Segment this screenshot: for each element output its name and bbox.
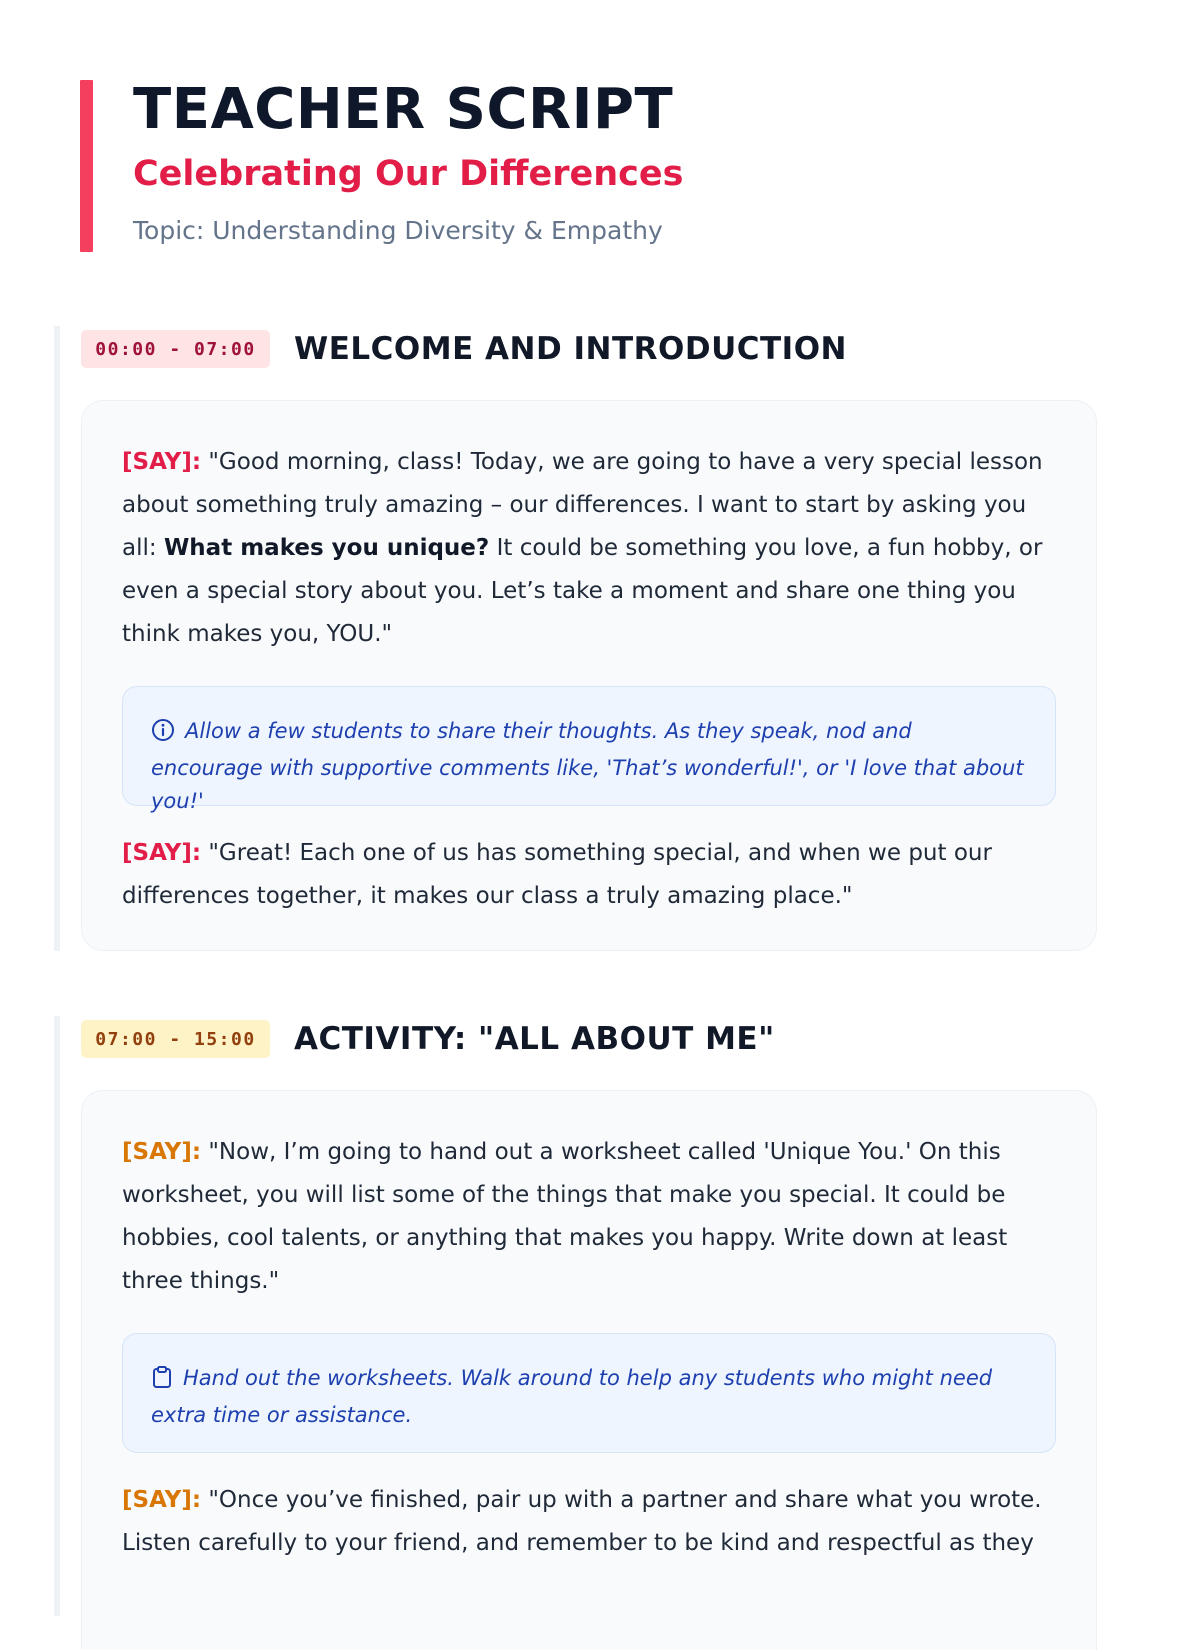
script-card [81, 400, 1097, 951]
say-text: "Now, I’m going to hand out a worksheet called 'Unique You.' On this worksheet, you will list some of the things that make you special. It could be hobbies, cool talents, or anything that makes you happy. Write down at least three things." [122, 1139, 1008, 1294]
say-paragraph [122, 832, 1056, 918]
clipboard-icon [151, 1365, 173, 1399]
section-title: WELCOME AND INTRODUCTION [294, 331, 847, 367]
say-bold-question: What makes you unique? [163, 535, 490, 561]
say-text: It could be something you love, a fun hobby, or even a special story about you. Let’s take a moment and share one thing you think makes you, YOU." [122, 535, 1043, 647]
info-icon [151, 718, 175, 752]
page-subtitle: Celebrating Our Differences [133, 154, 684, 194]
note-text: Allow a few students to share their thoughts. As they speak, nod and encourage with supportive comments like, 'That’s wonderful!', or 'I love that about you!' [151, 719, 1024, 813]
say-paragraph [122, 1479, 1056, 1565]
section-timeline-line [54, 1016, 60, 1616]
script-card [81, 1090, 1097, 1650]
say-tag: [SAY]: [122, 1139, 202, 1165]
teacher-note [122, 1333, 1056, 1453]
say-text: "Good morning, class! Today, we are going to have a very special lesson about something truly amazing – our differences. I want to start by asking you all: [122, 449, 1043, 561]
say-tag: [SAY]: [122, 840, 202, 866]
note-text: Hand out the worksheets. Walk around to help any students who might need extra time or assistance. [151, 1366, 993, 1427]
header-accent-bar [80, 80, 93, 252]
say-paragraph [122, 1131, 1056, 1303]
say-tag: [SAY]: [122, 1487, 202, 1513]
script-header [80, 77, 980, 252]
section-activity [54, 1016, 1124, 1616]
section-welcome [54, 326, 1124, 951]
time-badge: 07:00 - 15:00 [81, 1020, 270, 1058]
say-text: "Great! Each one of us has something special, and when we put our differences together, it makes our class a truly amazing place." [122, 840, 992, 909]
section-title: ACTIVITY: "ALL ABOUT ME" [294, 1021, 775, 1057]
page-title: TEACHER SCRIPT [133, 77, 674, 142]
say-tag: [SAY]: [122, 449, 202, 475]
topic-line: Topic: Understanding Diversity & Empathy [133, 216, 663, 245]
teacher-note [122, 686, 1056, 813]
say-text: "Once you’ve finished, pair up with a partner and share what you wrote. Listen carefully to your friend, and remember to be kind and respectful as they [122, 1487, 1042, 1556]
say-paragraph [122, 441, 1056, 656]
time-badge: 00:00 - 07:00 [81, 330, 270, 368]
section-timeline-line [54, 326, 60, 951]
